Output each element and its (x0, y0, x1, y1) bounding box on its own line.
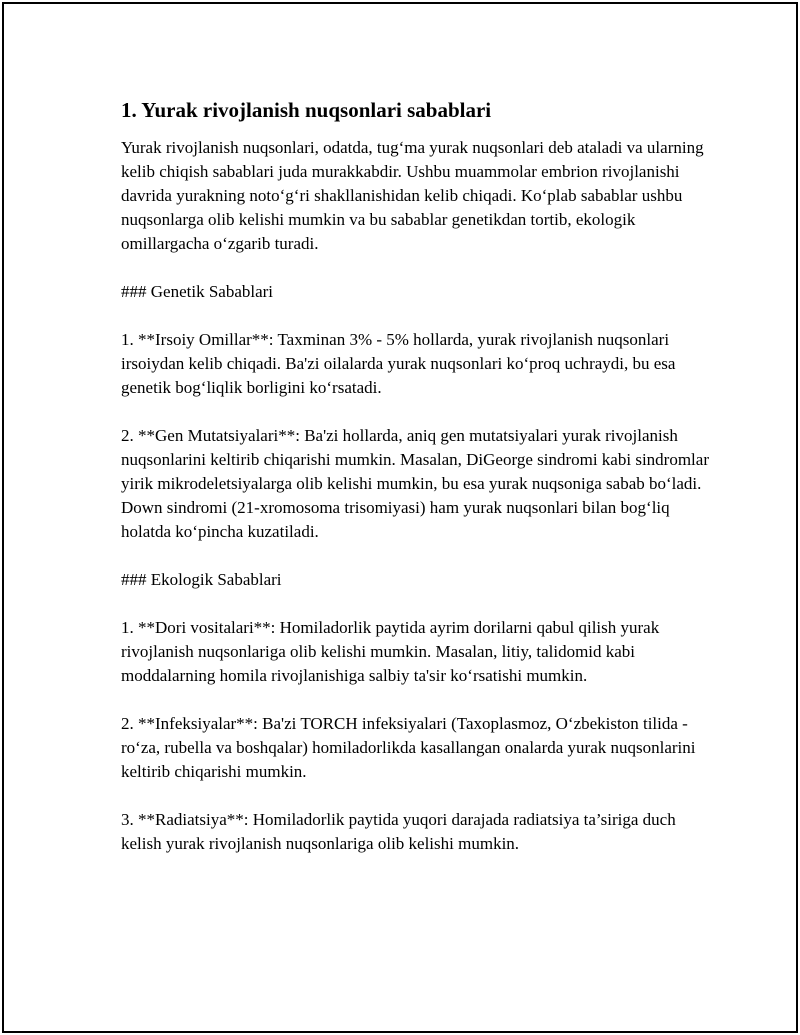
medications-item: 1. **Dori vositalari**: Homiladorlik paytida ayrim dorilarni qabul qilish yurak rivojlanish nuqsonlariga olib kelishi mumkin. Masalan, litiy, talidomid kabi moddalarning homila rivojlanishiga salbiy ta'sir ko‘rsatishi mumkin. (121, 618, 660, 685)
infections-item: 2. **Infeksiyalar**: Ba'zi TORCH infeksiyalari (Taxoplasmoz, O‘zbekiston tilida - ro‘za, rubella va boshqalar) homiladorlikda kasallangan onalarda yurak nuqsonlarini keltirib chiqarishi mumkin. (121, 714, 696, 781)
radiation-item: 3. **Radiatsiya**: Homiladorlik paytida yuqori darajada radiatsiya ta’siriga duch kelish yurak rivojlanish nuqsonlariga olib kelishi mumkin. (121, 810, 676, 853)
genetic-causes-heading: ### Genetik Sabablari (121, 282, 274, 301)
document-title: 1. Yurak rivojlanish nuqsonlari sabablari (121, 98, 492, 122)
hereditary-factors-item: 1. **Irsoiy Omillar**: Taxminan 3% - 5% hollarda, yurak rivojlanish nuqsonlari irsoiydan kelib chiqadi. Ba'zi oilalarda yurak nuqsonlari ko‘proq uchraydi, bu esa genetik bog‘liqlik borligini ko‘rsatadi. (121, 330, 676, 397)
document-body (121, 96, 711, 856)
gene-mutations-item: 2. **Gen Mutatsiyalari**: Ba'zi hollarda, aniq gen mutatsiyalari yurak rivojlanish nuqsonlarini keltirib chiqarishi mumkin. Masalan, DiGeorge sindromi kabi sindromlar yirik mikrodeletsiyalarga olib kelishi mumkin, bu esa yurak nuqsoniga sabab bo‘ladi. Down sindromi (21-xromosoma trisomiyasi) ham yurak nuqsonlari bilan bog‘liq holatda ko‘pincha kuzatiladi. (121, 426, 709, 541)
intro-paragraph: Yurak rivojlanish nuqsonlari, odatda, tug‘ma yurak nuqsonlari deb ataladi va ularning kelib chiqish sabablari juda murakkabdir. Ushbu muammolar embrion rivojlanishi davrida yurakning noto‘g‘ri shakllanishidan kelib chiqadi. Ko‘plab sabablar ushbu nuqsonlarga olib kelishi mumkin va bu sabablar genetikdan tortib, ekologik omillargacha o‘zgarib turadi. (121, 138, 704, 253)
ecological-causes-heading: ### Ekologik Sabablari (121, 570, 282, 589)
page-frame (2, 2, 798, 1033)
